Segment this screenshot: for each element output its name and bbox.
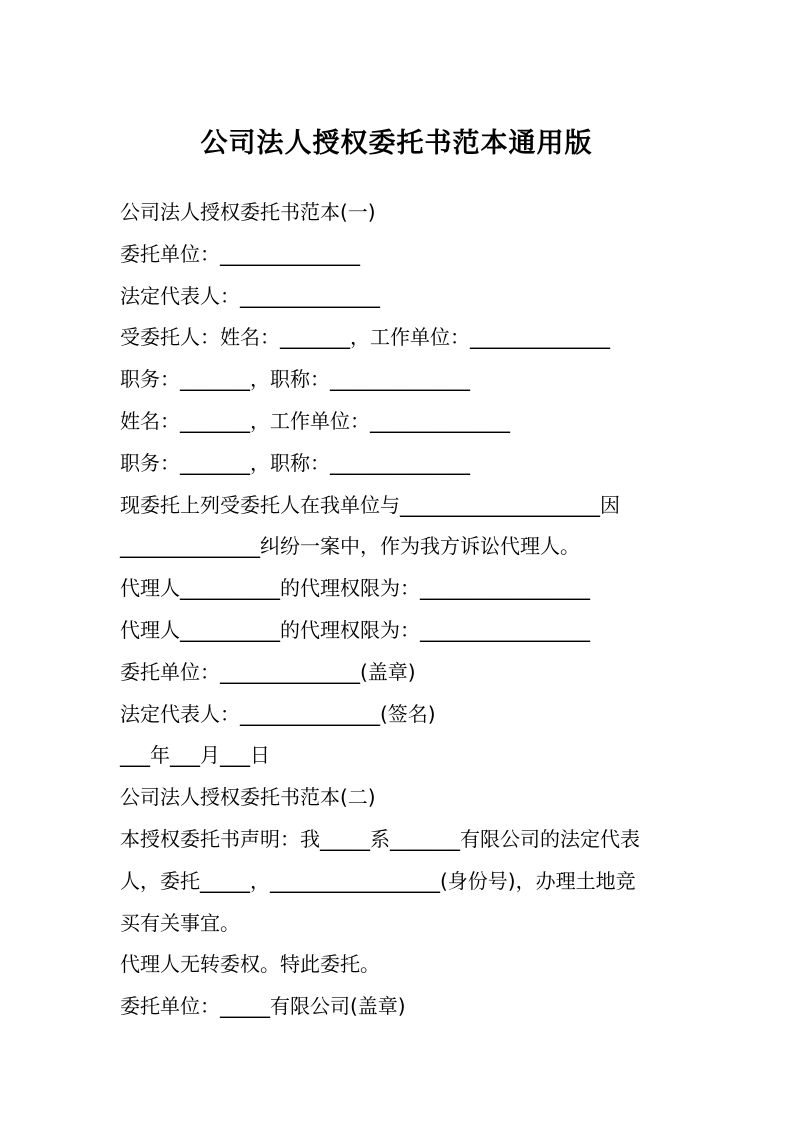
- agent-authority-line-2: 代理人__________的代理权限为：_________________: [120, 617, 590, 642]
- legal-representative-line: 法定代表人：______________: [120, 283, 380, 308]
- document-title: 公司法人授权委托书范本通用版: [200, 128, 593, 159]
- declaration-line-3: 买有关事宜。: [120, 910, 240, 935]
- trustee-name-workplace-line: 受委托人：姓名：_______，工作单位：______________: [120, 325, 610, 350]
- section-heading-2: 公司法人授权委托书范本(二): [120, 785, 376, 810]
- entrusting-company-seal-line: 委托单位：_____有限公司(盖章): [120, 994, 406, 1019]
- entrusting-unit-line: 委托单位：______________: [120, 241, 360, 266]
- section-heading-1: 公司法人授权委托书范本(一): [120, 200, 376, 224]
- agent-authority-line-1: 代理人__________的代理权限为：_________________: [120, 576, 590, 601]
- trustee-position-title-line: 职务：_______，职称：______________: [120, 367, 470, 392]
- name-workplace-line: 姓名：_______，工作单位：______________: [120, 408, 510, 433]
- entrustment-statement-line: 现委托上列受委托人在我单位与____________________因: [120, 492, 620, 517]
- entrusting-unit-seal-line: 委托单位：______________(盖章): [120, 659, 416, 684]
- dispute-case-line: ______________纠纷一案中，作为我方诉讼代理人。: [120, 534, 580, 559]
- no-subdelegation-line: 代理人无转委权。特此委托。: [120, 952, 380, 977]
- position-title-line: 职务：_______，职称：______________: [120, 450, 470, 475]
- legal-representative-signature-line: 法定代表人：______________(签名): [120, 701, 436, 726]
- declaration-line-2: 人，委托_____，_________________(身份号)，办理土地竞: [120, 868, 636, 893]
- declaration-line-1: 本授权委托书声明：我_____系_______有限公司的法定代表: [120, 826, 640, 851]
- date-line: ___年___月___日: [120, 743, 270, 768]
- document-body: [120, 192, 680, 1028]
